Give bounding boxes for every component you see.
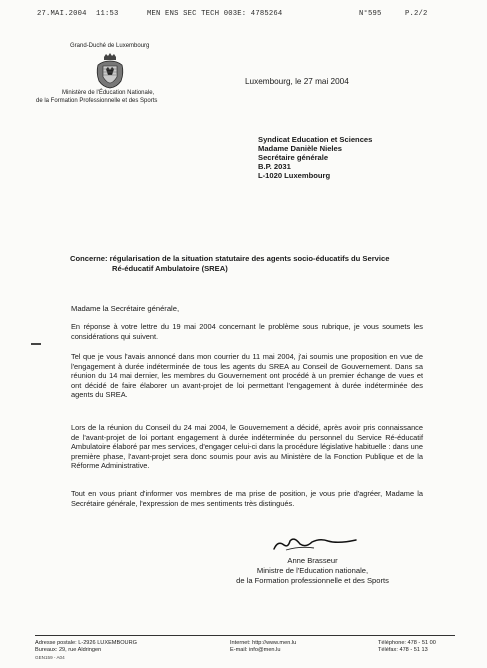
letter-date: Luxembourg, le 27 mai 2004	[245, 77, 349, 86]
ministry-line-1: Ministère de l'Éducation Nationale,	[62, 90, 155, 96]
paragraph-2: Tel que je vous l'avais annoncé dans mon courrier du 11 mai 2004, j'ai soumis une proposition en vue de l'engagement à durée indéterminée de tous les agents du SREA au Conseil de Gouvernement. Dans sa réunion du 14 mai dernier, les membres du Gouvernement ont procédé à un premier échange de vues et ont décidé de faire élaborer un avant-projet de loi permettant l'engagement à durée indéterminée des agents du SREA.	[71, 352, 423, 399]
footer-web	[230, 640, 296, 654]
paragraph-3: Lors de la réunion du Conseil du 24 mai 2004, le Gouvernement a décidé, après avoir pris connaissance de l'avant-projet de loi portant engagement à durée indéterminée du personnel du Service Ré-éducatif Ambulatoire élaboré par mes services, d'engager celui-ci dans la procédure législative habituelle : dans une première phase, l'avant-projet sera donc soumis pour avis au Ministère de la Fonction Publique et de la Réforme Administrative.	[71, 423, 423, 470]
recipient-line-2: Madame Danièle Nieles	[258, 144, 342, 153]
footer-address-1: Adresse postale: L-2926 LUXEMBOURG	[35, 640, 137, 646]
footer-phones	[378, 640, 436, 654]
margin-mark	[31, 343, 41, 345]
footer-divider	[35, 635, 455, 636]
country-name: Grand-Duché de Luxembourg	[70, 43, 150, 49]
subject-line-2: Ré-éducatif Ambulatoire (SREA)	[112, 264, 228, 273]
fax-sender: MEN ENS SEC TECH 003E: 4785264	[147, 10, 283, 18]
handwritten-signature	[270, 532, 360, 554]
signatory-title-1: Ministre de l'Education nationale,	[256, 566, 369, 575]
coat-of-arms-icon	[95, 53, 125, 89]
recipient-line-3: Secrétaire générale	[258, 153, 329, 162]
signatory-name: Anne Brasseur	[287, 556, 338, 565]
footer-email: E-mail: info@men.lu	[230, 647, 281, 653]
footer-code: GEN159 - A04	[35, 655, 65, 660]
salutation: Madame la Secrétaire générale,	[71, 304, 180, 313]
recipient-line-5: L-1020 Luxembourg	[258, 171, 331, 180]
footer-address	[35, 640, 137, 661]
signatory-title-2: de la Formation professionnelle et des Sports	[236, 576, 389, 585]
footer-phone: Téléphone: 478 - 51 00	[378, 640, 436, 646]
recipient-line-4: B.P. 2031	[258, 162, 291, 171]
recipient-line-1: Syndicat Education et Sciences	[258, 135, 373, 144]
paragraph-1: En réponse à votre lettre du 19 mai 2004 concernant le problème sous rubrique, je vous soumets les considérations qui suivent.	[71, 322, 423, 341]
ministry-line-2: de la Formation Professionnelle et des Sports	[36, 98, 158, 104]
paragraph-4: Tout en vous priant d'informer vos membres de ma prise de position, je vous prie d'agréer, Madame la Secrétaire générale, l'expression de mes sentiments très distingués.	[71, 489, 423, 508]
footer-address-2: Bureaux: 29, rue Aldringen	[35, 647, 102, 653]
fax-page: P.2/2	[405, 10, 428, 18]
signature-block	[200, 556, 425, 586]
footer-internet: Internet: http://www.men.lu	[230, 640, 297, 646]
footer-fax: Téléfax: 478 - 51 13	[378, 647, 428, 653]
fax-date: 27.MAI.2004	[37, 10, 87, 18]
subject-line-1: Concerne: régularisation de la situation statutaire des agents socio-éducatifs du Service	[70, 254, 390, 263]
fax-time: 11:53	[96, 10, 119, 18]
recipient-block	[258, 135, 372, 180]
fax-number: N°595	[359, 10, 382, 18]
